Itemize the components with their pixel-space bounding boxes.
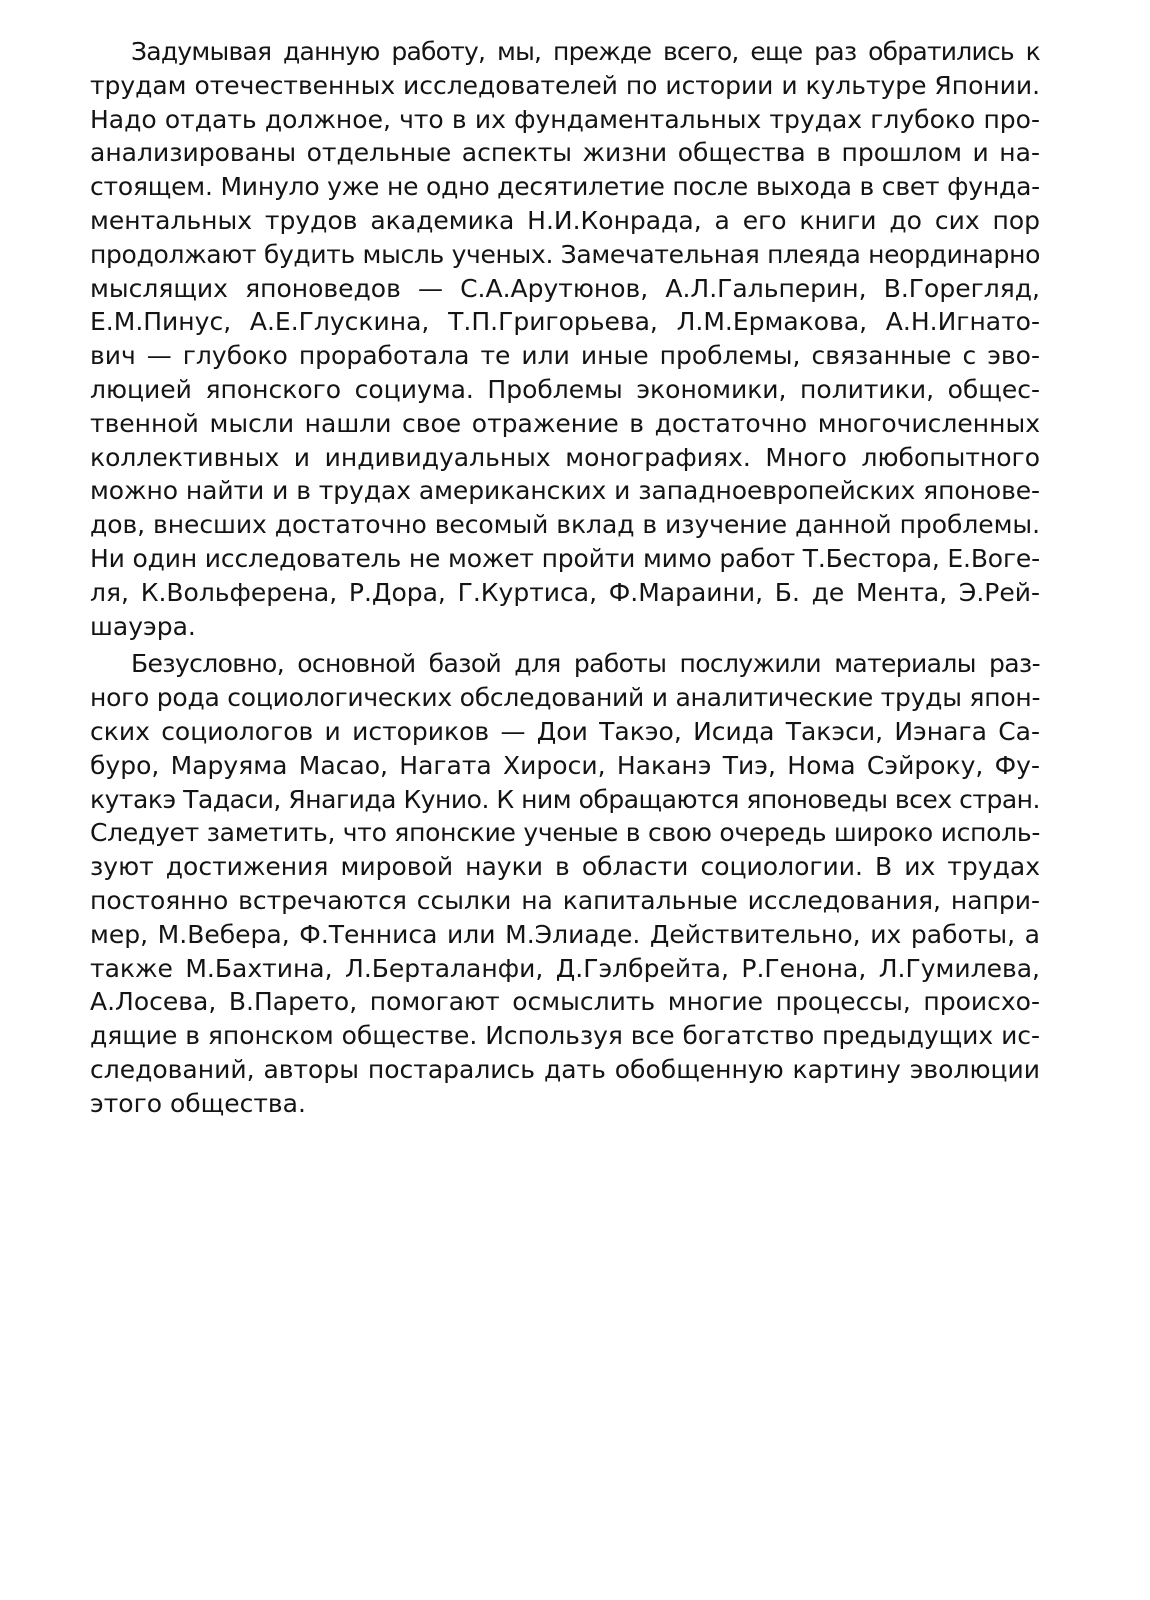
text-line: зуют достижения мировой науки в области социологии. В их трудах bbox=[90, 852, 1040, 882]
text-line: Ни один исследователь не может пройти мимо работ Т.Бестора, Е.Воге- bbox=[90, 543, 1040, 573]
text-line: Надо отдать должное, что в их фундаментальных трудах глубоко про- bbox=[90, 104, 1040, 134]
text-line: анализированы отдельные аспекты жизни общества в прошлом и на- bbox=[90, 138, 1040, 168]
text-line: кутакэ Тадаси, Янагида Кунио. К ним обращаются японоведы всех стран. bbox=[90, 784, 1040, 814]
text-line: буро, Маруяма Масао, Нагата Хироси, Наканэ Тиэ, Нома Сэйроку, Фу- bbox=[90, 750, 1040, 780]
paragraph bbox=[90, 647, 1040, 1120]
text-line: ментальных трудов академика Н.И.Конрада, а его книги до сих пор bbox=[90, 205, 1040, 235]
text-line: мыслящих японоведов — С.А.Арутюнов, А.Л.Гальперин, В.Горегляд, bbox=[90, 273, 1040, 303]
text-line: продолжают будить мысль ученых. Замечательная плеяда неординарно bbox=[90, 239, 1041, 269]
text-line: коллективных и индивидуальных монографиях. Много любопытного bbox=[90, 442, 1040, 472]
text-line: этого общества. bbox=[90, 1088, 306, 1118]
text-line: люцией японского социума. Проблемы экономики, политики, общес- bbox=[90, 374, 1040, 404]
text-line: вич — глубоко проработала те или иные проблемы, связанные с эво- bbox=[90, 341, 1040, 371]
text-line: стоящем. Минуло уже не одно десятилетие после выхода в свет фунда- bbox=[90, 172, 1040, 202]
document-page bbox=[90, 35, 1040, 1121]
text-line: Безусловно, основной базой для работы послужили материалы раз- bbox=[131, 649, 1040, 679]
text-line: также М.Бахтина, Л.Берталанфи, Д.Гэлбрейта, Р.Генона, Л.Гумилева, bbox=[90, 953, 1040, 983]
text-line: дов, внесших достаточно весомый вклад в изучение данной проблемы. bbox=[90, 510, 1040, 540]
text-line: твенной мысли нашли свое отражение в достаточно многочисленных bbox=[90, 408, 1040, 438]
text-line: А.Лосева, В.Парето, помогают осмыслить многие процессы, происхо- bbox=[90, 987, 1040, 1017]
text-line: постоянно встречаются ссылки на капитальные исследования, напри- bbox=[90, 885, 1040, 915]
text-line: ских социологов и историков — Дои Такэо, Исида Такэси, Иэнага Са- bbox=[90, 716, 1040, 746]
text-line: Следует заметить, что японские ученые в свою очередь широко исполь- bbox=[90, 818, 1041, 848]
text-line: ля, К.Вольферена, Р.Дора, Г.Куртиса, Ф.Мараини, Б. де Мента, Э.Рей- bbox=[90, 577, 1040, 607]
text-line: трудам отечественных исследователей по истории и культуре Японии. bbox=[90, 70, 1040, 100]
paragraph bbox=[90, 35, 1040, 643]
text-line: ного рода социологических обследований и аналитические труды япон- bbox=[90, 683, 1041, 713]
text-line: Е.М.Пинус, А.Е.Глускина, Т.П.Григорьева, Л.М.Ермакова, А.Н.Игнато- bbox=[90, 307, 1040, 337]
text-line: шауэра. bbox=[90, 611, 196, 641]
text-line: следований, авторы постарались дать обобщенную картину эволюции bbox=[90, 1054, 1040, 1084]
text-line: мер, М.Вебера, Ф.Тенниса или М.Элиаде. Действительно, их работы, а bbox=[90, 919, 1040, 949]
text-line: дящие в японском обществе. Используя все богатство предыдущих ис- bbox=[90, 1021, 1041, 1051]
text-line: Задумывая данную работу, мы, прежде всего, еще раз обратились к bbox=[131, 37, 1040, 66]
text-line: можно найти и в трудах американских и западноевропейских японове- bbox=[90, 476, 1040, 506]
